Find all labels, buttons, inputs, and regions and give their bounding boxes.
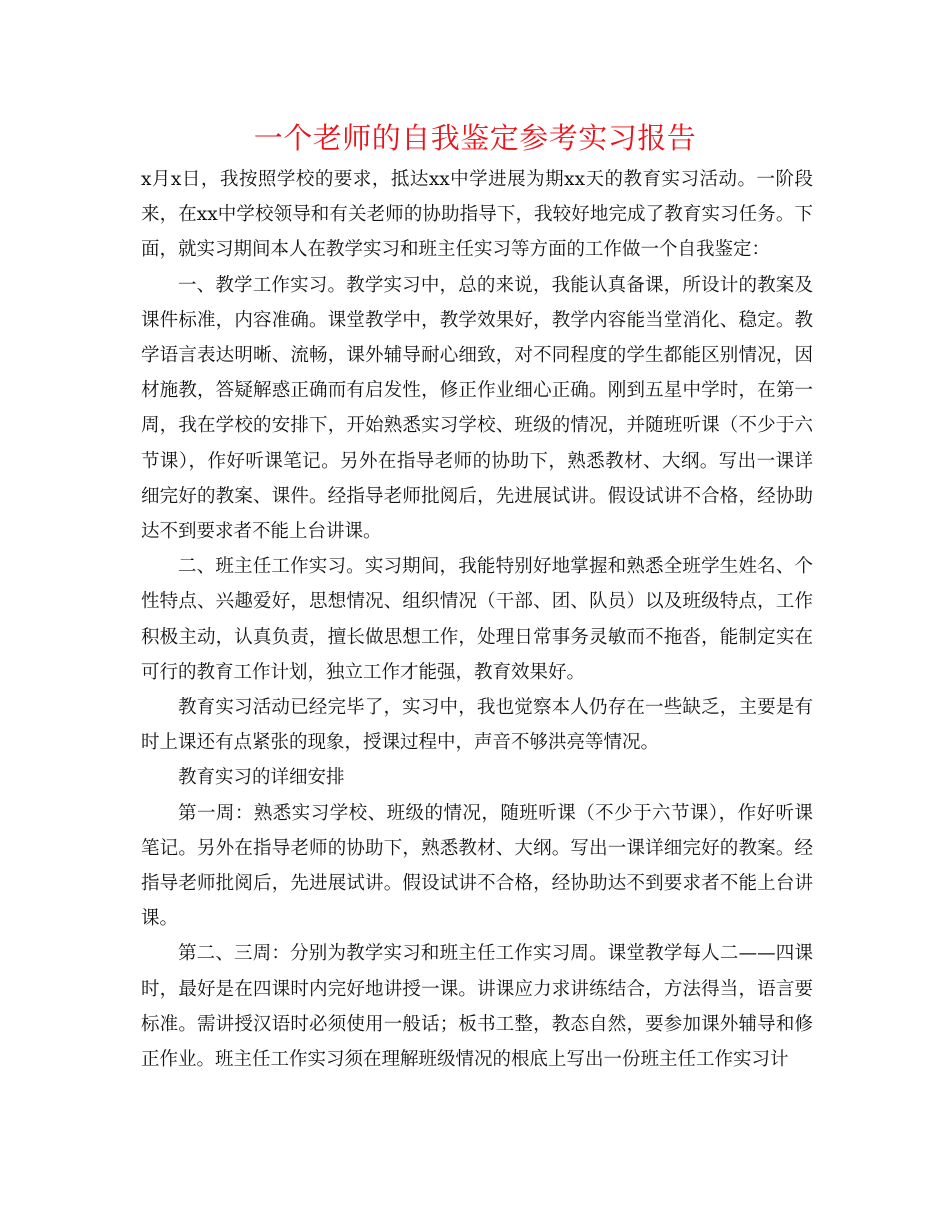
- paragraph-shortcomings: 教育实习活动已经完毕了，实习中，我也觉察本人仍存在一些缺乏，主要是有时上课还有点紧张的现象，授课过程中，声音不够洪亮等情况。: [141, 697, 813, 754]
- document-body: [141, 162, 813, 1077]
- paragraph-teaching-practice: 一、教学工作实习。教学实习中，总的来说，我能认真备课，所设计的教案及课件标准，内容准确。课堂教学中，教学效果好，教学内容能当堂消化、稳定。教学语言表达明晰、流畅，课外辅导耐心细致，对不同程度的学生都能区别情况，因材施教，答疑解惑正确而有启发性，修正作业细心正确。刚到五星中学时，在第一周，我在学校的安排下，开始熟悉实习学校、班级的情况，并随班听课（不少于六节课），作好听课笔记。另外在指导老师的协助下，熟悉教材、大纲。写出一课详细完好的教案、课件。经指导老师批阅后，先进展试讲。假设试讲不合格，经协助达不到要求者不能上台讲课。: [141, 274, 813, 543]
- document-title: 一个老师的自我鉴定参考实习报告: [253, 121, 697, 155]
- paragraph-schedule-heading: 教育实习的详细安排: [178, 767, 345, 789]
- paragraph-intro: x月x日，我按照学校的要求，抵达xx中学进展为期xx天的教育实习活动。一阶段来，在xx中学校领导和有关老师的协助指导下，我较好地完成了教育实习任务。下面，就实习期间本人在教学实习和班主任实习等方面的工作做一个自我鉴定：: [141, 169, 813, 261]
- paragraph-weeks-two-three: 第二、三周：分别为教学实习和班主任工作实习周。课堂教学每人二——四课时，最好是在四课时内完好地讲授一课。讲课应力求讲练结合，方法得当，语言要标准。需讲授汉语时必须使用一般话；板书工整，教态自然，要参加课外辅导和修正作业。班主任工作实习须在理解班级情况的根底上写出一份班主任工作实习计: [141, 943, 813, 1071]
- paragraph-class-teacher-practice: 二、班主任工作实习。实习期间，我能特别好地掌握和熟悉全班学生姓名、个性特点、兴趣爱好，思想情况、组织情况（干部、团、队员）以及班级特点，工作积极主动，认真负责，擅长做思想工作，处理日常事务灵敏而不拖沓，能制定实在可行的教育工作计划，独立工作才能强，教育效果好。: [141, 556, 813, 683]
- paragraph-week-one: 第一周：熟悉实习学校、班级的情况，随班听课（不少于六节课），作好听课笔记。另外在指导老师的协助下，熟悉教材、大纲。写出一课详细完好的教案。经指导老师批阅后，先进展试讲。假设试讲不合格，经协助达不到要求者不能上台讲课。: [141, 802, 813, 930]
